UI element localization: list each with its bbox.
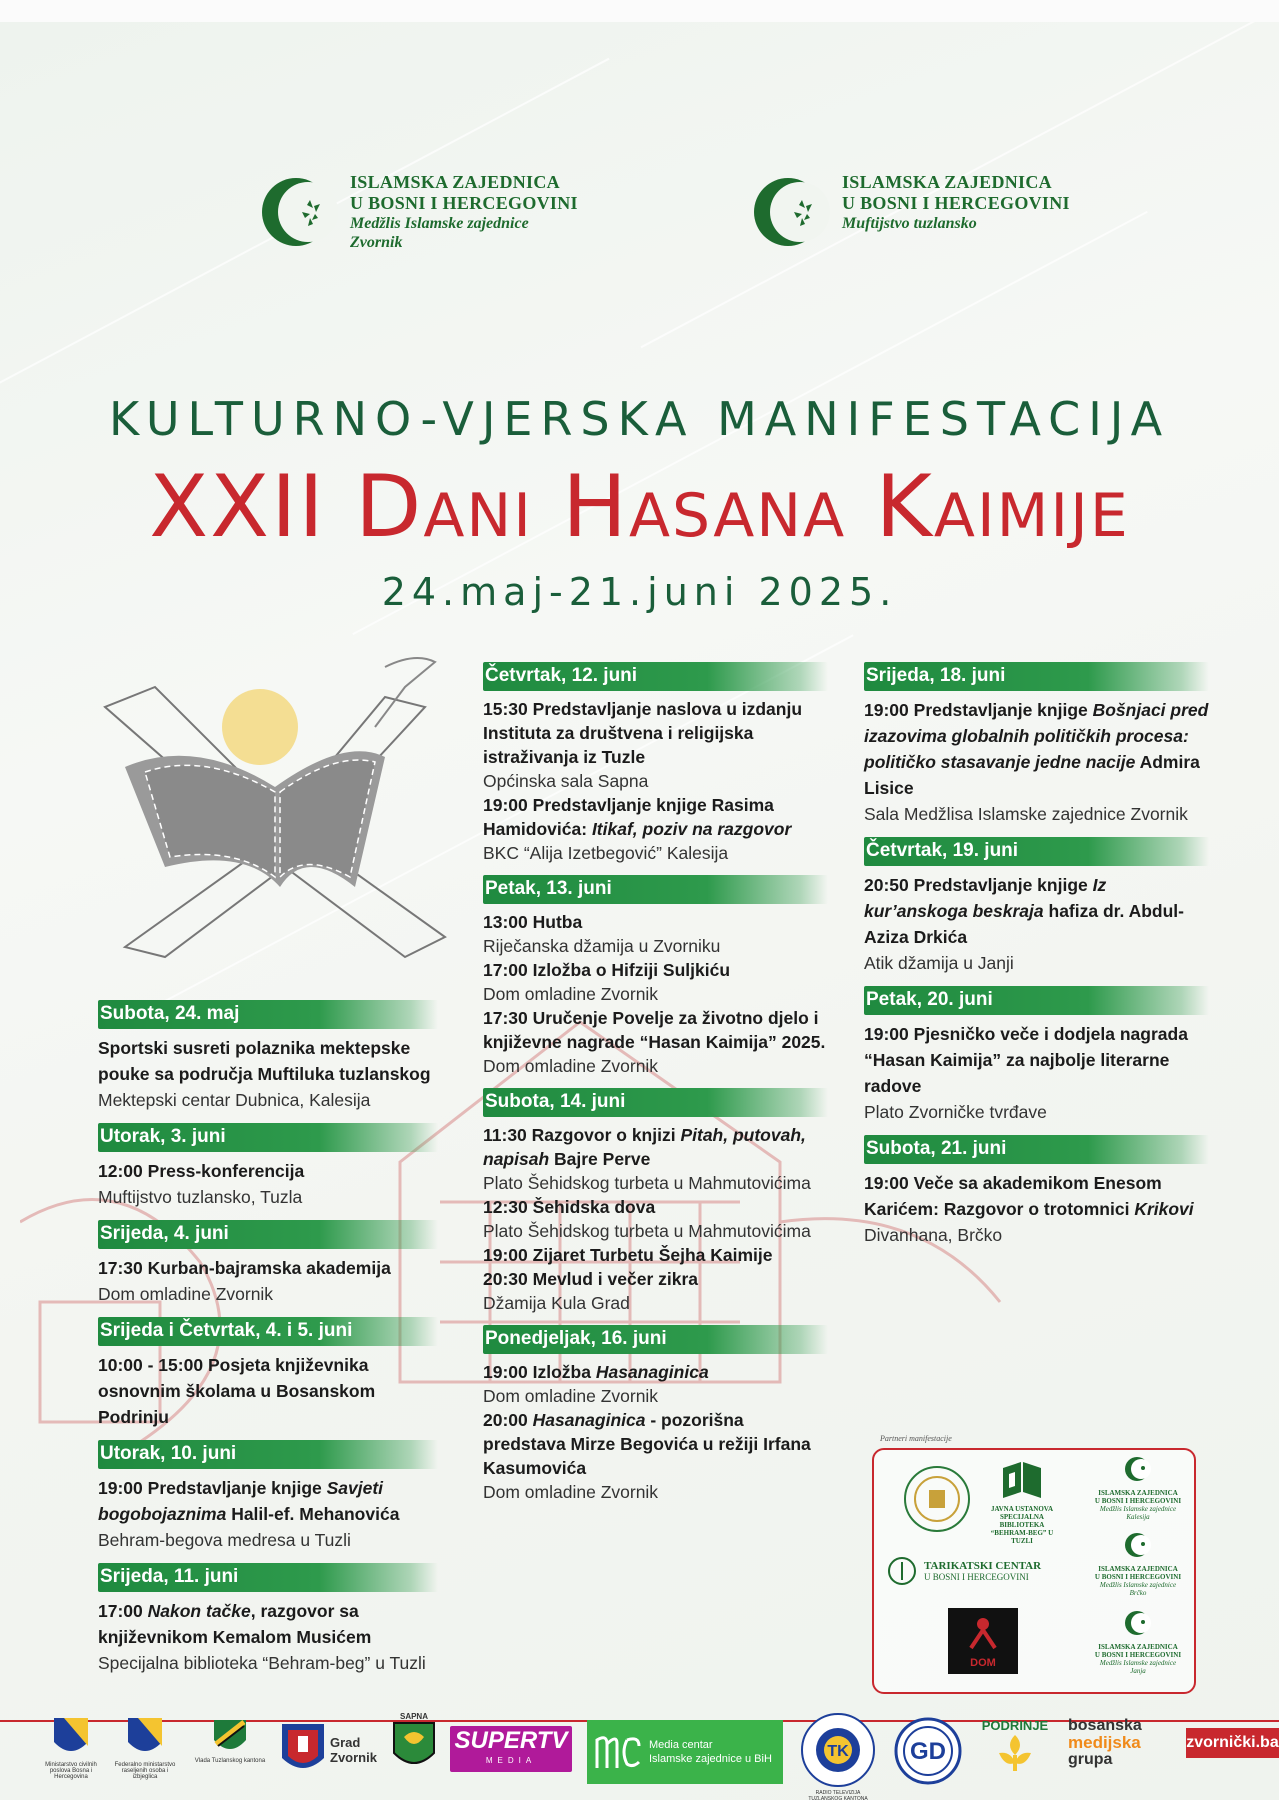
event-dates: 24.maj-21.juni 2025. — [381, 570, 898, 614]
event-title-italic: Itikaf, poziv na razgovor — [591, 819, 792, 839]
iz-kalesija-logo — [1084, 1454, 1192, 1521]
library-seal-logo — [900, 1464, 974, 1539]
day-block — [98, 1123, 438, 1210]
event-item — [98, 1598, 438, 1676]
event-title: Veče sa akademikom Enesom Karićem: Razgovor o trotomnici — [864, 1173, 1162, 1219]
iz-line: Brčko — [1129, 1589, 1147, 1597]
logo-line: ISLAMSKA ZAJEDNICA — [350, 172, 560, 192]
ministry-refugees-logo — [110, 1716, 180, 1780]
event-place: Behram-begova medresa u Tuzli — [98, 1530, 351, 1550]
crescent-star-icon — [750, 172, 830, 252]
logo-line: U BOSNI I HERCEGOVINI — [842, 193, 1070, 213]
event-title: Predstavljanje knjige — [147, 1478, 327, 1498]
event-time: 19:00 — [864, 1024, 909, 1044]
event-item — [864, 1170, 1209, 1248]
event-place: Riječanska džamija u Zvorniku — [483, 936, 721, 956]
supertv-logo — [450, 1726, 572, 1772]
event-title: Sportski susreti polaznika mektepske pouke sa područja Muftiluka tuzlanskog — [98, 1038, 431, 1084]
event-item — [483, 910, 828, 958]
logo-medzlis-zvornik — [258, 172, 578, 252]
library-line: JAVNA USTANOVA — [990, 1505, 1054, 1513]
crescent-star-icon — [258, 172, 338, 252]
day-header: Srijeda, 18. juni — [864, 662, 1209, 691]
iz-line: Medžlis Islamske zajednice — [1099, 1581, 1177, 1589]
event-title: XXII Dani Hasana Kaimije — [149, 457, 1130, 557]
tarikat-line: TARIKATSKI CENTAR — [924, 1560, 1042, 1572]
event-place: Dom omladine Zvornik — [483, 1056, 659, 1076]
event-title-italic: Iz kur’anskoga beskraja — [864, 875, 1107, 921]
event-item — [483, 1123, 828, 1195]
mc-line: Media centar — [649, 1739, 713, 1751]
event-title-italic: Hasanaginica — [595, 1362, 709, 1382]
schedule-column-3 — [864, 662, 1209, 1258]
event-time: 20:30 — [483, 1269, 528, 1289]
event-place: Plato Šehidskog turbeta u Mahmutovićima — [483, 1221, 811, 1241]
event-time: 17:00 — [483, 960, 528, 980]
event-title: Zijaret Turbetu Šejha Kaimije — [532, 1245, 773, 1265]
event-item — [483, 793, 828, 865]
event-title-italic: Hasanaginica — [532, 1410, 646, 1430]
event-place: BKC “Alija Izetbegović” Kalesija — [483, 843, 729, 863]
iz-brcko-logo — [1084, 1530, 1192, 1597]
event-item — [98, 1158, 438, 1210]
logo-line: Zvornik — [350, 234, 403, 251]
ministry-civil-affairs-logo — [38, 1716, 104, 1780]
bmg-logo — [1068, 1718, 1172, 1768]
event-title: Predstavljanje knjige Rasima Hamidovića: — [483, 795, 774, 839]
event-title: hafiza dr. Abdul-Aziza Drkića — [864, 901, 1184, 947]
iz-line: Medžlis Islamske zajednice — [1099, 1505, 1177, 1513]
day-header: Ponedjeljak, 16. juni — [483, 1325, 828, 1354]
event-title: Hutba — [532, 912, 583, 932]
iz-line: Kalesija — [1126, 1513, 1150, 1521]
event-title-italic: Bošnjaci pred izazovima globalnih političkih procesa: političko stasavanje jedne nacije — [864, 700, 1209, 772]
logo-muftijstvo-tuzlansko — [750, 172, 1070, 252]
event-place: Dom omladine Zvornik — [483, 1386, 659, 1406]
day-header: Petak, 20. juni — [864, 986, 1209, 1015]
event-place: Specijalna biblioteka “Behram-beg” u Tuzli — [98, 1653, 426, 1673]
day-header: Subota, 21. juni — [864, 1135, 1209, 1164]
day-block — [864, 837, 1209, 976]
mc-line: Islamske zajednice u BiH — [649, 1753, 772, 1765]
bmg-line: grupa — [1068, 1751, 1113, 1768]
iz-line: ISLAMSKA ZAJEDNICA — [1098, 1489, 1178, 1497]
event-place: Mektepski centar Dubnica, Kalesija — [98, 1090, 371, 1110]
event-title-italic: Krikovi — [1134, 1199, 1194, 1219]
rtk-caption: RADIO TELEVIZIJA TUZLANSKOG KANTONA — [808, 1790, 868, 1800]
dom-omladine-logo — [948, 1608, 1018, 1674]
event-title: , razgovor sa književnikom Kemalom Musićem — [98, 1601, 372, 1647]
svg-text:TK: TK — [827, 1743, 849, 1760]
event-subtitle: KULTURNO-VJERSKA MANIFESTACIJA — [108, 392, 1171, 446]
event-place: Dom omladine Zvornik — [483, 1482, 659, 1502]
bmg-line: bosanska — [1068, 1717, 1142, 1734]
event-item — [483, 1408, 828, 1504]
event-title: Predstavljanje knjige — [913, 700, 1093, 720]
sapna-logo — [390, 1712, 438, 1775]
event-place: Atik džamija u Janji — [864, 953, 1014, 973]
event-time: 12:30 — [483, 1197, 528, 1217]
vlada-tk-logo — [190, 1716, 270, 1764]
event-time: 19:00 — [864, 700, 909, 720]
event-title: Izložba — [532, 1362, 596, 1382]
rahla-book-illustration — [85, 647, 465, 987]
event-place: Džamija Kula Grad — [483, 1293, 630, 1313]
iz-line: ISLAMSKA ZAJEDNICA — [1098, 1565, 1178, 1573]
tarikat-line: U BOSNI I HERCEGOVINI — [924, 1572, 1029, 1582]
sponsor-caption: Federalno ministarstvo raseljenih osoba i izbjeglica — [114, 1762, 176, 1780]
schedule-column-1 — [98, 1000, 438, 1686]
iz-line: U BOSNI I HERCEGOVINI — [1094, 1651, 1182, 1659]
day-block — [483, 875, 828, 1078]
event-time: 19:00 — [483, 795, 528, 815]
partners-label: Partneri manifestacije — [880, 1434, 952, 1443]
sapna-label: SAPNA — [399, 1712, 428, 1721]
event-time: 15:30 — [483, 699, 528, 719]
event-title: Mevlud i večer zikra — [532, 1269, 699, 1289]
logo-line: U BOSNI I HERCEGOVINI — [350, 193, 578, 213]
event-time: 10:00 - 15:00 — [98, 1355, 204, 1375]
event-item — [864, 872, 1209, 976]
event-time: 13:00 — [483, 912, 528, 932]
event-time: 12:00 — [98, 1161, 143, 1181]
event-item — [483, 958, 828, 1006]
supertv-sub: MEDIA — [485, 1756, 537, 1765]
partners-box — [872, 1448, 1196, 1694]
event-item — [483, 697, 828, 793]
event-time: 19:00 — [483, 1245, 528, 1265]
event-title: Kurban-bajramska akademija — [147, 1258, 391, 1278]
bmg-line: medijska — [1068, 1733, 1141, 1752]
day-header: Utorak, 3. juni — [98, 1123, 438, 1152]
event-place: Općinska sala Sapna — [483, 771, 649, 791]
gd-logo — [892, 1716, 964, 1788]
event-time: 19:00 — [864, 1173, 909, 1193]
event-time: 17:30 — [483, 1008, 528, 1028]
event-place: Plato Zvorničke tvrđave — [864, 1102, 1047, 1122]
day-block — [483, 662, 828, 865]
schedule-column-2 — [483, 662, 828, 1514]
dom-label: DOM — [970, 1657, 996, 1669]
day-block — [98, 1563, 438, 1676]
media-centar-logo — [587, 1720, 783, 1784]
event-title: Predstavljanje knjige — [913, 875, 1093, 895]
day-block — [98, 1000, 438, 1113]
event-item — [98, 1035, 438, 1113]
day-header: Srijeda i Četvrtak, 4. i 5. juni — [98, 1317, 438, 1346]
iz-line: U BOSNI I HERCEGOVINI — [1094, 1497, 1182, 1505]
event-title: Pjesničko veče i dodjela nagrada “Hasan Kaimija” za najbolje literarne radove — [864, 1024, 1188, 1096]
event-title-italic: Nakon tačke — [147, 1601, 251, 1621]
zvornicki-ba-logo — [1186, 1728, 1279, 1758]
event-time: 20:00 — [483, 1410, 528, 1430]
day-block — [483, 1088, 828, 1315]
day-block — [864, 662, 1209, 827]
day-header: Četvrtak, 12. juni — [483, 662, 828, 691]
event-item — [483, 1195, 828, 1243]
logo-line: Medžlis Islamske zajednice — [350, 215, 529, 232]
day-block — [98, 1440, 438, 1553]
gd-label: GD — [910, 1738, 946, 1765]
event-title: Razgovor o knjizi — [531, 1125, 681, 1145]
event-time: 17:30 — [98, 1258, 143, 1278]
event-item — [483, 1267, 828, 1315]
event-place: Dom omladine Zvornik — [483, 984, 659, 1004]
logo-line: ISLAMSKA ZAJEDNICA — [842, 172, 1052, 192]
grad-line: Zvornik — [330, 1750, 377, 1765]
rtk-logo — [800, 1712, 876, 1800]
event-title: Halil-ef. Mehanovića — [226, 1504, 400, 1524]
iz-line: ISLAMSKA ZAJEDNICA — [1098, 1643, 1178, 1651]
sponsor-caption: Ministarstvo civilnih poslova Bosna i Hercegovina — [45, 1762, 97, 1780]
event-time: 19:00 — [98, 1478, 143, 1498]
event-title-italic: Savjeti bogobojaznima — [98, 1478, 384, 1524]
library-logo — [980, 1460, 1064, 1545]
event-title: Predstavljanje naslova u izdanju Instituta za društvena i religijska istraživanja iz Tuzle — [483, 699, 803, 767]
day-block — [98, 1220, 438, 1307]
event-title: Bajre Perve — [549, 1149, 651, 1169]
event-title-italic: Pitah, putovah, napisah — [483, 1125, 806, 1169]
day-header: Srijeda, 4. juni — [98, 1220, 438, 1249]
day-block — [864, 1135, 1209, 1248]
event-item — [483, 1243, 828, 1267]
grad-line: Grad — [330, 1735, 361, 1750]
day-block — [98, 1317, 438, 1430]
day-header: Subota, 14. juni — [483, 1088, 828, 1117]
event-time: 17:00 — [98, 1601, 143, 1621]
event-item — [864, 697, 1209, 827]
event-title: Uručenje Povelje za životno djelo i književne nagrade “Hasan Kaimija” 2025. — [483, 1008, 826, 1052]
event-title: Izložba o Hifziji Suljkiću — [532, 960, 731, 980]
day-header: Utorak, 10. juni — [98, 1440, 438, 1469]
event-time: 11:30 — [483, 1125, 527, 1145]
day-header: Petak, 13. juni — [483, 875, 828, 904]
event-item — [98, 1255, 438, 1307]
day-header: Srijeda, 11. juni — [98, 1563, 438, 1592]
event-item — [483, 1006, 828, 1078]
event-place: Plato Šehidskog turbeta u Mahmutovićima — [483, 1173, 811, 1193]
event-place: Muftijstvo tuzlansko, Tuzla — [98, 1187, 303, 1207]
iz-line: Medžlis Islamske zajednice — [1099, 1659, 1177, 1667]
sponsor-caption: Vlada Tuzlanskog kantona — [194, 1758, 266, 1764]
iz-janja-logo — [1084, 1608, 1192, 1675]
iz-line: U BOSNI I HERCEGOVINI — [1094, 1573, 1182, 1581]
event-item — [98, 1352, 438, 1430]
supertv-label: SUPERTV — [454, 1727, 568, 1754]
iz-line: Janja — [1130, 1667, 1146, 1675]
grad-zvornik-logo — [280, 1722, 390, 1778]
day-header: Subota, 24. maj — [98, 1000, 438, 1029]
library-line: SPECIJALNA BIBLIOTEKA — [999, 1513, 1045, 1529]
day-block — [483, 1325, 828, 1504]
event-item — [483, 1360, 828, 1408]
event-item — [98, 1475, 438, 1553]
podrinje-label: PODRINJE — [981, 1718, 1049, 1733]
event-time: 19:00 — [483, 1362, 528, 1382]
event-title: Posjeta književnika osnovnim školama u Bosanskom Podrinju — [98, 1355, 376, 1427]
day-header: Četvrtak, 19. juni — [864, 837, 1209, 866]
event-place: Dom omladine Zvornik — [98, 1284, 274, 1304]
event-place: Divanhana, Brčko — [864, 1225, 1003, 1245]
event-title: Admira Lisice — [864, 752, 1200, 798]
logo-line: Muftijstvo tuzlansko — [842, 215, 977, 232]
event-item — [864, 1021, 1209, 1125]
tarikat-logo — [888, 1554, 1058, 1588]
event-title: Press-konferencija — [147, 1161, 305, 1181]
sponsor-strip — [0, 1706, 1279, 1800]
poster — [0, 22, 1279, 1800]
event-title: - pozorišna predstava Mirze Begovića u režiji Irfana Kasumovića — [483, 1410, 811, 1478]
event-title: Šehidska dova — [532, 1197, 656, 1217]
library-line: “BEHRAM-BEG” U TUZLI — [990, 1529, 1054, 1545]
day-block — [864, 986, 1209, 1125]
event-time: 20:50 — [864, 875, 909, 895]
event-place: Sala Medžlisa Islamske zajednice Zvornik — [864, 804, 1188, 824]
podrinje-logo — [978, 1718, 1052, 1775]
zvornicki-label: zvornički.ba — [1186, 1734, 1279, 1751]
